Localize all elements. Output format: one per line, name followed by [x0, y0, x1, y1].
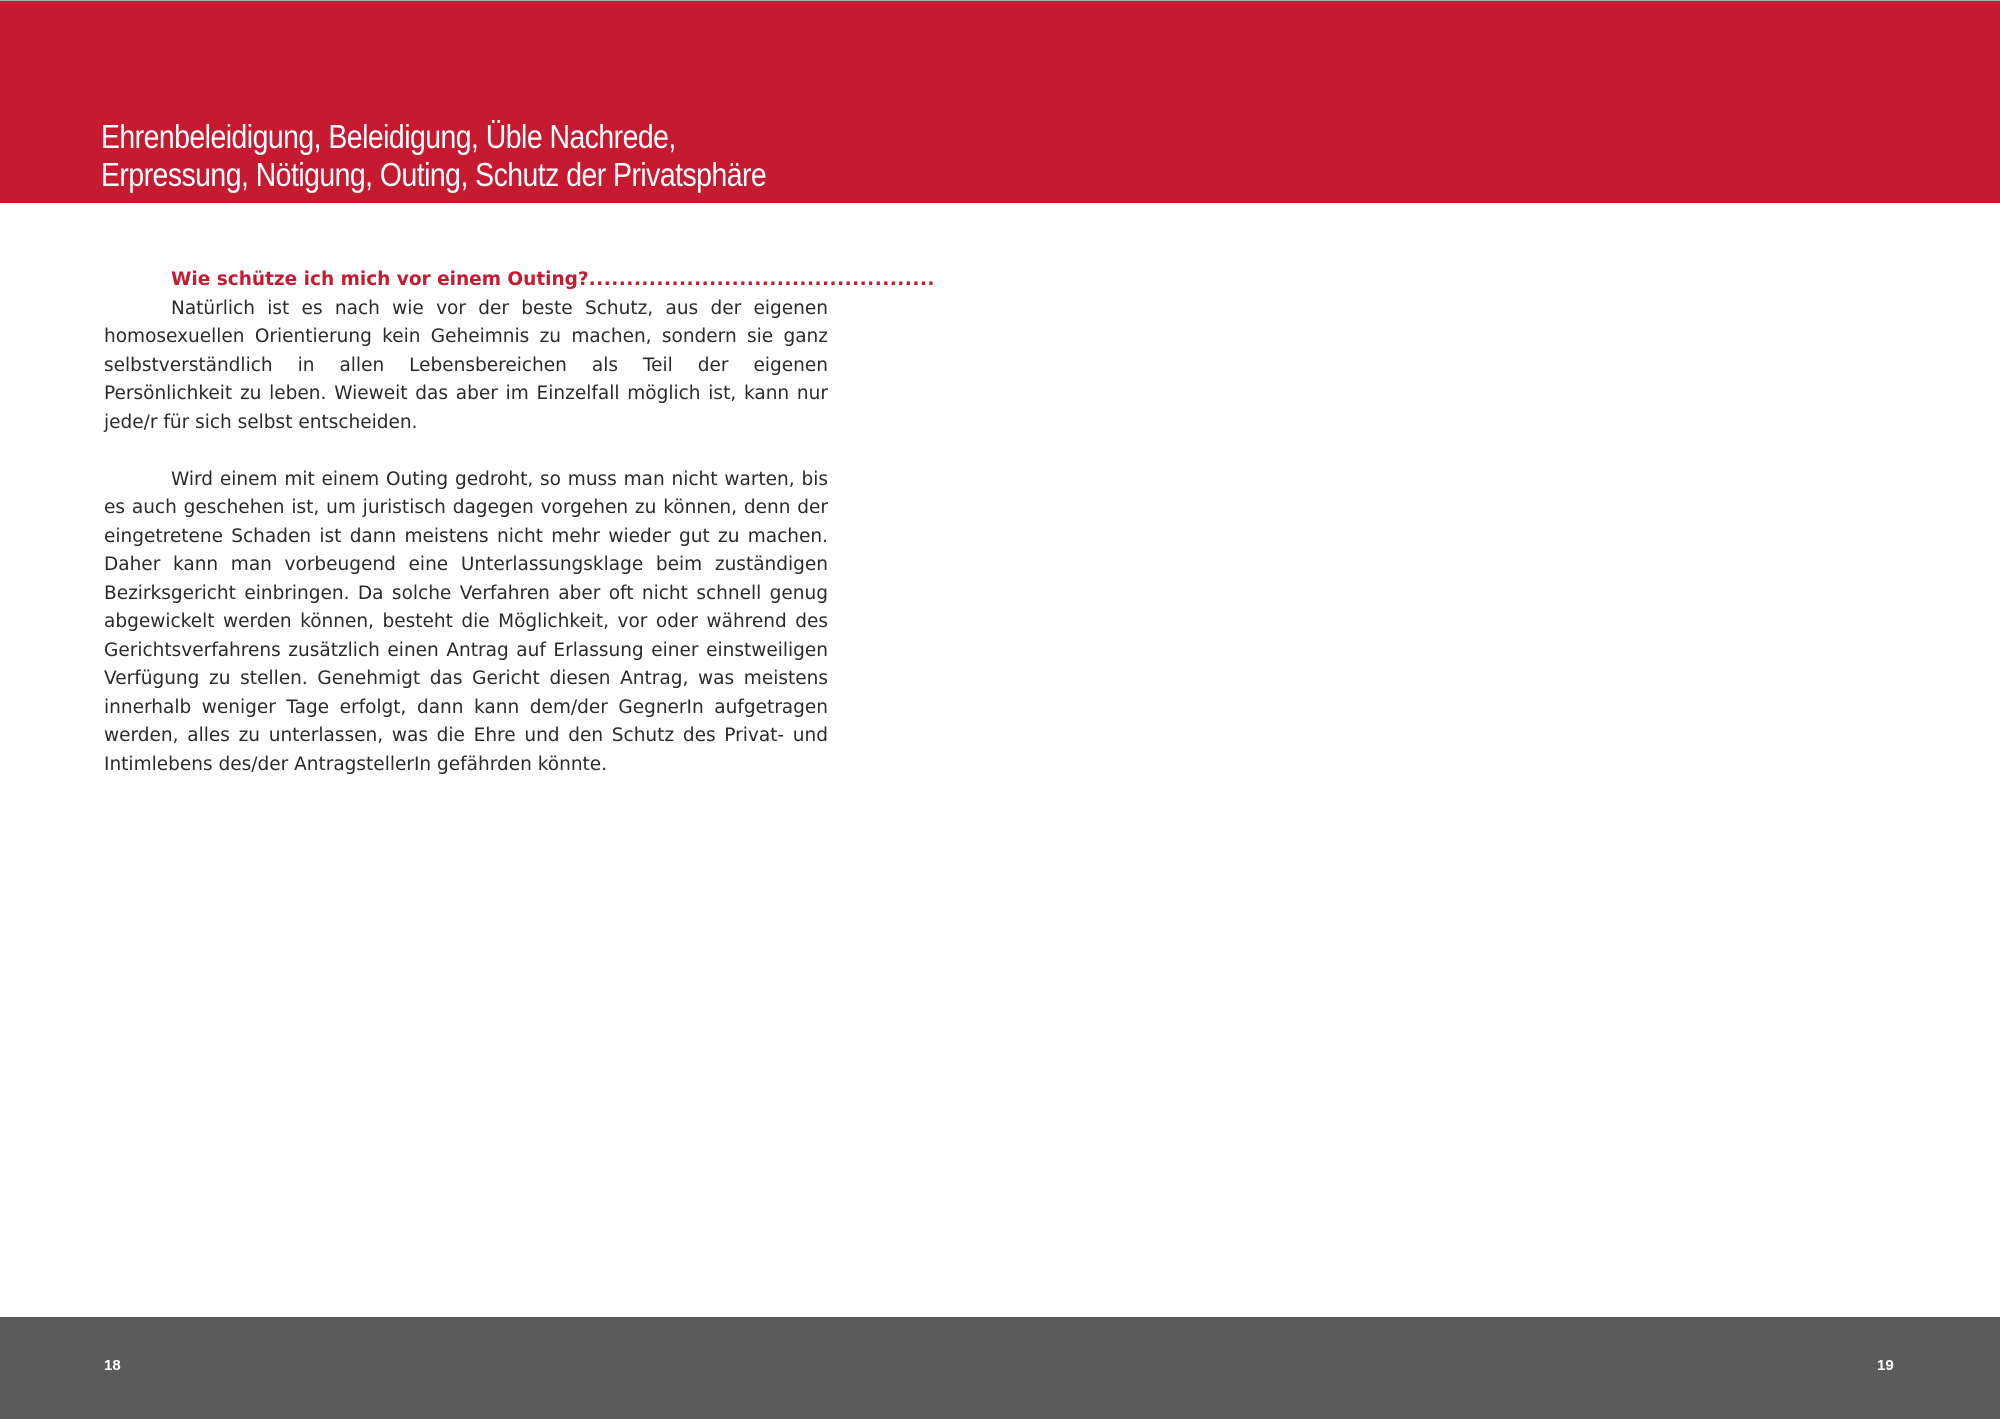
chapter-title [101, 118, 766, 194]
body-paragraph: Natürlich ist es nach wie vor der beste Schutz, aus der eigenen homosexuellen Orientierung kein Geheimnis zu machen, sondern sie ganz selbstverständlich in allen Lebensbereichen als Teil der eigenen Persönlichkeit zu leben. Wieweit das aber im Einzelfall möglich ist, kann nur jede/r für sich selbst entscheiden. [104, 297, 828, 433]
chapter-title-line-2: Erpressung, Nötigung, Outing, Schutz der Privatsphäre [101, 156, 767, 193]
section-heading-text: Wie schütze ich mich vor einem Outing? [171, 269, 589, 290]
page-number-right: 19 [1877, 1357, 1894, 1374]
page-number-left: 18 [104, 1357, 121, 1374]
section-heading-leader: .............................................. [588, 269, 935, 290]
left-page-content [104, 266, 935, 779]
chapter-title-line-1: Ehrenbeleidigung, Beleidigung, Üble Nachrede, [101, 118, 676, 155]
section-heading [104, 266, 935, 295]
footer-band [0, 1317, 2000, 1419]
body-paragraph: Wird einem mit einem Outing gedroht, so muss man nicht warten, bis es auch geschehen ist, um juristisch dagegen vorgehen zu können, denn der eingetretene Schaden ist dann meistens nicht mehr wieder gut zu machen. Daher kann man vorbeugend eine Unterlassungsklage beim zuständigen Bezirksgericht einbringen. Da solche Verfahren aber oft nicht schnell genug abgewickelt werden können, besteht die Möglichkeit, vor oder während des Gerichtsverfahrens zusätzlich einen Antrag auf Erlassung einer einstweiligen Verfügung zu stellen. Genehmigt das Gericht diesen Antrag, was meistens innerhalb weniger Tage erfolgt, dann kann dem/der GegnerIn aufgetragen werden, alles zu unterlassen, was die Ehre und den Schutz des Privat- und Intimlebens des/der AntragstellerIn gefährden könnte. [104, 468, 828, 775]
